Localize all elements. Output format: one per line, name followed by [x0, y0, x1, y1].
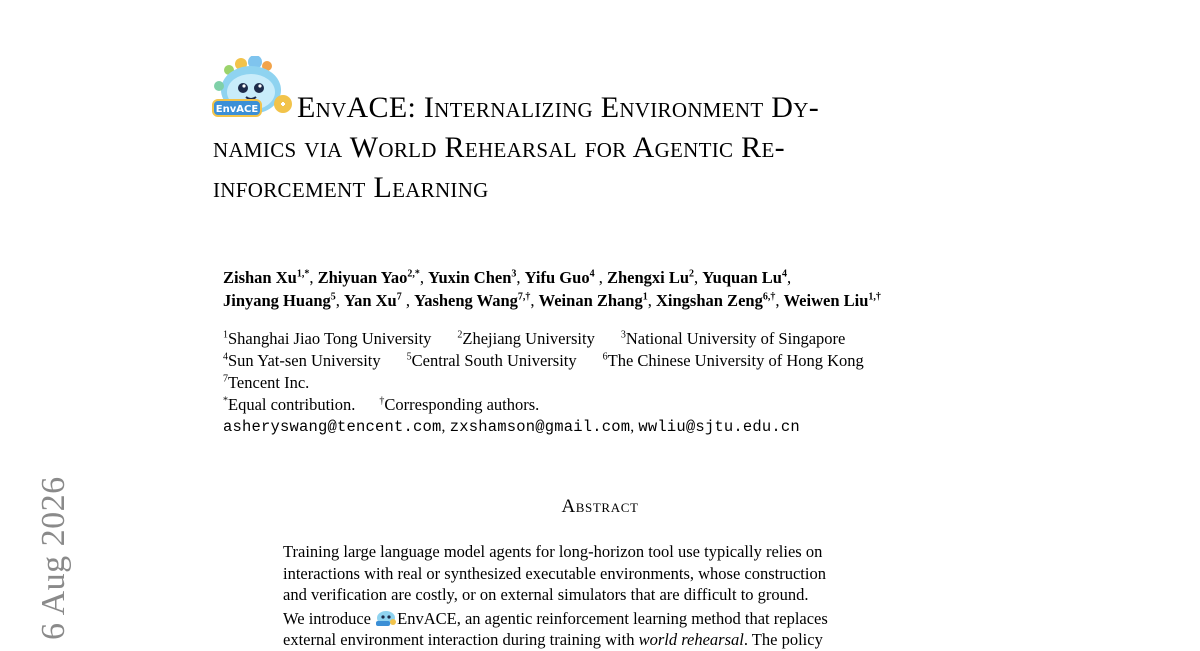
author-sup: 2,*: [407, 268, 420, 280]
abstract-line: [283, 608, 919, 630]
abstract-line: interactions with real or synthesized executable environments, whose construction: [283, 563, 826, 583]
author-sup: 6,†: [762, 291, 776, 303]
author-name: Weiwen Liu: [783, 291, 869, 310]
affiliation-sup: 4: [223, 351, 228, 363]
note-sup: †: [379, 395, 385, 407]
author-sup: 1: [642, 291, 648, 303]
abstract-text: . The policy: [743, 630, 823, 649]
author-name: Weinan Zhang: [538, 291, 643, 310]
affiliation-name: National University of Singapore: [625, 329, 846, 348]
affiliation-row-1: [223, 328, 864, 350]
author-name: Yifu Guo: [524, 268, 590, 287]
affiliation-name: Central South University: [411, 351, 577, 370]
author-name: Zishan Xu: [223, 268, 297, 287]
title-line-3: inforcement Learning: [213, 171, 489, 204]
affiliation-name: Shanghai Jiao Tong University: [228, 329, 432, 348]
author-row-2: Jinyang Huang$^5$, Yan Xu$^7$ , Yasheng Wang$^{7,\dagger}$, Weinan Zhang$^1$, Xingshan Zeng$^{6,\dagger}$, Weiwen Liu$^{1,\dagger}$: [223, 291, 881, 310]
author-sup: 7,†: [517, 291, 531, 303]
affiliation-name: Tencent Inc.: [228, 373, 310, 392]
abstract-text: external environment interaction during training with: [283, 630, 635, 649]
affiliation-row-2: [223, 350, 864, 372]
email-link[interactable]: zxshamson@gmail.com: [449, 418, 631, 436]
equal-contribution-note: Equal contribution.: [228, 395, 356, 414]
affiliation-sup: 2: [457, 329, 463, 341]
affiliation-sup: 1: [223, 329, 228, 341]
world-rehearsal-term: world rehearsal: [638, 630, 744, 649]
logo-text: EnvACE: [215, 104, 259, 115]
affiliation-name: Sun Yat-sen University: [228, 351, 381, 370]
contribution-note: [223, 394, 864, 416]
affiliation-name: The Chinese University of Hong Kong: [607, 351, 864, 370]
title-line-2: namics via World Rehearsal for Agentic Re-: [213, 131, 785, 164]
affiliation-sup: 3: [620, 329, 626, 341]
paper-title: [213, 88, 1013, 208]
envace-mini-logo-icon: [375, 610, 397, 626]
abstract-text: EnvACE, an agentic reinforcement learning method that replaces: [397, 608, 828, 628]
author-row-1: Zishan $Xu^{1,*}$, Zhiyuan Yao$^{2,*}$, Yuxin Chen$^3$, Yifu Guo$^4$ , Zhengxi Lu$^2$, Yuquan Lu$^4$,: [223, 268, 792, 287]
email-link[interactable]: wwliu@sjtu.edu.cn: [638, 418, 800, 436]
affiliation-row-3: [223, 372, 864, 394]
abstract-body: [283, 541, 919, 651]
affiliation-name: Zhejiang University: [462, 329, 595, 348]
email-list: asheryswang@tencent.com, zxshamson@gmail.com, wwliu@sjtu.edu.cn: [223, 418, 800, 436]
author-sup: 1,*: [296, 268, 310, 280]
abstract-heading: Abstract: [561, 496, 639, 517]
affiliations: [223, 328, 864, 438]
author-sup: 7: [396, 291, 402, 303]
author-name: Jinyang Huang: [223, 291, 331, 310]
author-sup: 1,†: [868, 291, 881, 303]
arxiv-date-stamp: 6 Aug 2026: [35, 476, 72, 640]
author-sup: 2: [689, 268, 695, 280]
note-sup: *: [223, 395, 228, 407]
email-link[interactable]: asheryswang@tencent.com: [223, 418, 442, 436]
affiliation-sup: 7: [223, 373, 228, 385]
author-name: Yasheng Wang: [414, 291, 518, 310]
corresponding-note: Corresponding authors.: [384, 395, 540, 414]
author-name: Yuxin Chen: [428, 268, 512, 287]
author-name: Xingshan Zeng: [655, 291, 763, 310]
author-name: Yuquan Lu: [702, 268, 782, 287]
abstract-line: Training large language model agents for long-horizon tool use typically relies on: [283, 542, 823, 561]
author-list: [223, 266, 881, 312]
author-sup: 4: [589, 268, 595, 280]
affiliation-sup: 5: [406, 351, 412, 363]
abstract-line: and verification are costly, or on external simulators that are difficult to ground.: [283, 585, 809, 604]
author-sup: 5: [330, 291, 336, 303]
author-name: Zhengxi Lu: [606, 268, 690, 287]
author-name: Yan Xu: [344, 291, 397, 310]
affiliation-sup: 6: [602, 351, 608, 363]
author-sup: 4: [781, 268, 787, 280]
title-line-1: EnvACE: Internalizing Environment Dy-: [297, 91, 820, 124]
author-name: Zhiyuan Yao: [317, 268, 408, 287]
abstract-line: [283, 629, 919, 651]
abstract-text: We introduce: [283, 608, 372, 628]
author-sup: 3: [511, 268, 517, 280]
